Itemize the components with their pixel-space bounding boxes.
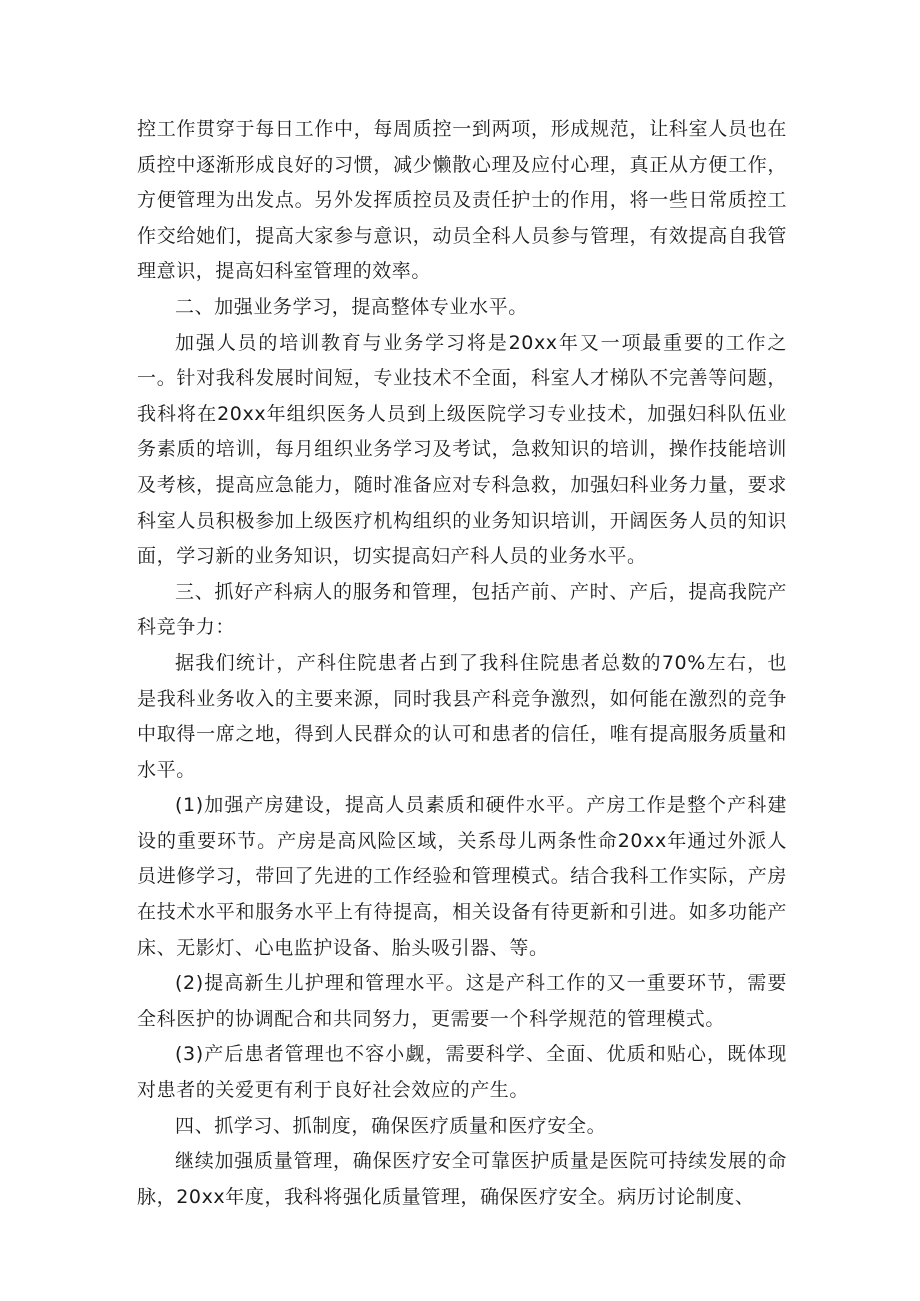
- heading-section-four: 四、抓学习、抓制度，确保医疗质量和医疗安全。: [175, 1114, 607, 1137]
- paragraph-quality-control-continued: 控工作贯穿于每日工作中，每周质控一到两项，形成规范，让科室人员也在质控中逐渐形成良好的习惯，减少懒散心理及应付心理，真正从方便工作，方便管理为出发点。另外发挥质控员及责任护士的作用，将一些日常质控工作交给她们，提高大家参与意识，动员全科人员参与管理，有效提高自我管理意识，提高妇科室管理的效率。: [137, 118, 787, 283]
- paragraph-item-2-newborn-care: (2)提高新生儿护理和管理水平。这是产科工作的又一重要环节，需要全科医护的协调配合和共同努力，更需要一个科学规范的管理模式。: [137, 972, 787, 1030]
- heading-section-two: 二、加强业务学习，提高整体专业水平。: [175, 295, 528, 318]
- paragraph-quality-management: 继续加强质量管理，确保医疗安全可靠医护质量是医院可持续发展的命脉，20xx年度，我科将强化质量管理，确保医疗安全。病历讨论制度、: [137, 1150, 787, 1208]
- heading-section-three: 三、抓好产科病人的服务和管理，包括产前、产时、产后，提高我院产科竞争力：: [137, 580, 787, 639]
- paragraph-training: 加强人员的培训教育与业务学习将是20xx年又一项最重要的工作之一。针对我科发展时间短，专业技术不全面，科室人才梯队不完善等问题，我科将在20xx年组织医务人员到上级医院学习专业技术，加强妇科队伍业务素质的培训，每月组织业务学习及考试，急救知识的培训，操作技能培训及考核，提高应急能力，随时准备应对专科急救，加强妇科业务力量，要求科室人员积极参加上级医疗机构组织的业务知识培训，开阔医务人员的知识面，学习新的业务知识，切实提高妇产科人员的业务水平。: [137, 331, 787, 568]
- paragraph-item-1-delivery-room: (1)加强产房建设，提高人员素质和硬件水平。产房工作是整个产科建设的重要环节。产房是高风险区域，关系母儿两条性命20xx年通过外派人员进修学习，带回了先进的工作经验和管理模式。结合我科工作实际，产房在技术水平和服务水平上有待提高，相关设备有待更新和引进。如多功能产床、无影灯、心电监护设备、胎头吸引器、等。: [137, 794, 787, 959]
- paragraph-statistics: 据我们统计，产科住院患者占到了我科住院患者总数的70%左右，也是我科业务收入的主要来源，同时我县产科竞争激烈，如何能在激烈的竞争中取得一席之地，得到人民群众的认可和患者的信任，唯有提高服务质量和水平。: [137, 651, 787, 781]
- document-body: [137, 112, 787, 1215]
- paragraph-item-3-postpartum: (3)产后患者管理也不容小觑，需要科学、全面、优质和贴心，既体现对患者的关爱更有利于良好社会效应的产生。: [137, 1043, 787, 1102]
